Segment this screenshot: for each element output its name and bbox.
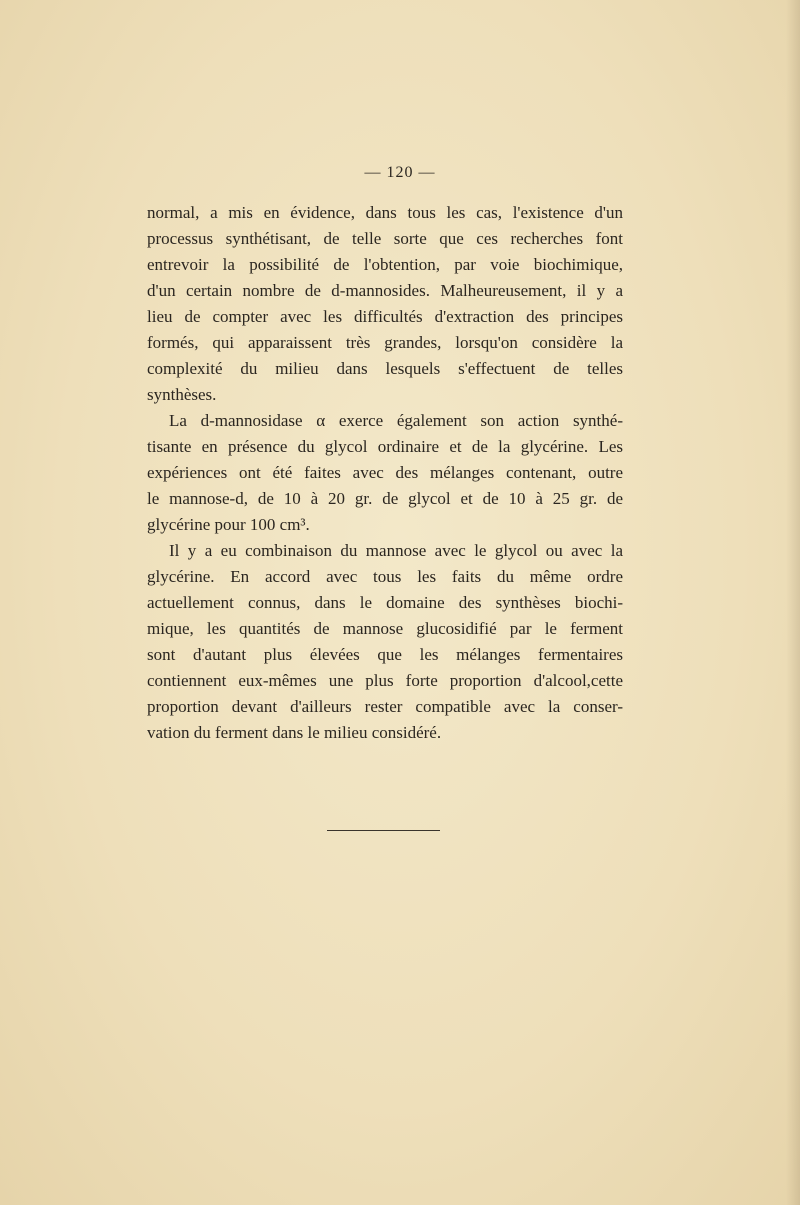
text-line: mique, les quantités de mannose glucosidifié par le ferment: [147, 619, 623, 638]
text-line: synthèses.: [147, 385, 217, 404]
text-line: processus synthétisant, de telle sorte que ces recherches font: [147, 229, 623, 248]
text-line: vation du ferment dans le milieu considéré.: [147, 723, 442, 742]
text-line: entrevoir la possibilité de l'obtention, par voie biochimique,: [147, 255, 623, 274]
text-line: actuellement connus, dans le domaine des synthèses biochi-: [147, 593, 623, 612]
text-line: d'un certain nombre de d-mannosides. Malheureusement, il y a: [147, 281, 623, 300]
text-line: glycérine pour 100 cm³.: [147, 515, 310, 534]
text-line: La d-mannosidase α exerce également son action synthé-: [169, 411, 623, 430]
text-line: formés, qui apparaissent très grandes, lorsqu'on considère la: [147, 333, 623, 352]
text-line: glycérine. En accord avec tous les faits du même ordre: [147, 567, 623, 586]
text-line: lieu de compter avec les difficultés d'extraction des principes: [147, 307, 623, 326]
text-line: sont d'autant plus élevées que les mélanges fermentaires: [147, 645, 623, 664]
text-line: contiennent eux-mêmes une plus forte proportion d'alcool,cette: [147, 671, 623, 690]
text-line: proportion devant d'ailleurs rester compatible avec la conser-: [147, 697, 623, 716]
body-text: [147, 200, 623, 746]
text-line: complexité du milieu dans lesquels s'effectuent de telles: [147, 359, 623, 378]
text-line: Il y a eu combinaison du mannose avec le glycol ou avec la: [169, 541, 623, 560]
section-end-rule: [327, 830, 440, 831]
page-number: — 120 —: [364, 164, 436, 181]
text-line: tisante en présence du glycol ordinaire et de la glycérine. Les: [147, 437, 623, 456]
text-line: expériences ont été faites avec des mélanges contenant, outre: [147, 463, 623, 482]
text-line: le mannose-d, de 10 à 20 gr. de glycol et de 10 à 25 gr. de: [147, 489, 623, 508]
text-line: normal, a mis en évidence, dans tous les cas, l'existence d'un: [147, 203, 623, 222]
